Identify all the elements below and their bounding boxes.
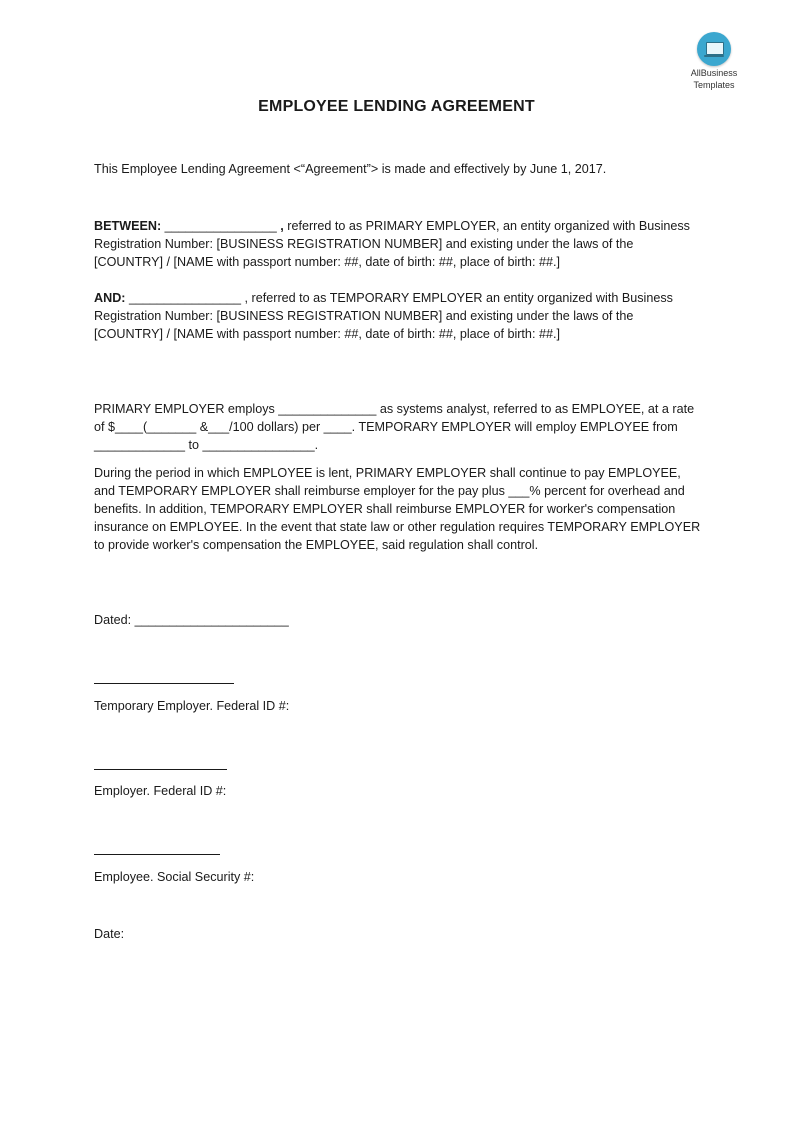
- between-comma: ,: [280, 219, 284, 233]
- and-label: AND:: [94, 291, 126, 305]
- temporary-employer-signature-line: [94, 683, 234, 684]
- between-clause: [94, 217, 704, 271]
- employer-signature-line: [94, 769, 227, 770]
- employee-label: Employee. Social Security #:: [94, 870, 255, 884]
- logo-text-line2: Templates: [693, 80, 735, 90]
- and-clause: [94, 289, 704, 343]
- and-text: ________________ , referred to as TEMPORARY EMPLOYER an entity organized with Business Registration Number: [BUSINESS REGISTRATION NUMBER] and existing under the laws of the [COUNTRY] / [NAME with passport number: ##, date of birth: ##, place of birth: ##.]: [94, 291, 673, 341]
- allbusiness-logo[interactable]: [684, 32, 744, 90]
- laptop-icon: [697, 32, 731, 66]
- employer-label: Employer. Federal ID #:: [94, 784, 227, 798]
- between-text: referred to as PRIMARY EMPLOYER, an entity organized with Business Registration Number: [BUSINESS REGISTRATION NUMBER] and existing under the laws of the [COUNTRY] / [NAME with passport number: ##, date of birth: ##, place of birth: ##.]: [94, 219, 690, 269]
- document-title: EMPLOYEE LENDING AGREEMENT: [258, 98, 535, 115]
- employment-paragraph: PRIMARY EMPLOYER employs ______________ as systems analyst, referred to as EMPLOYEE, at a rate of $____(_______ &___/100 dollars) per ____. TEMPORARY EMPLOYER will employ EMPLOYEE from _____________ to ________________.: [94, 402, 695, 452]
- between-label: BETWEEN:: [94, 219, 162, 233]
- dated-line: Dated: ______________________: [94, 613, 289, 627]
- date-label: Date:: [94, 927, 125, 941]
- logo-text-line1: AllBusiness: [690, 68, 738, 78]
- intro-paragraph: This Employee Lending Agreement <“Agreement”> is made and effectively by June 1, 2017.: [94, 162, 607, 176]
- temporary-employer-label: Temporary Employer. Federal ID #:: [94, 699, 290, 713]
- between-blank: ________________: [161, 219, 281, 233]
- reimbursement-paragraph: During the period in which EMPLOYEE is lent, PRIMARY EMPLOYER shall continue to pay EMPLOYEE, and TEMPORARY EMPLOYER shall reimburse employer for the pay plus ___% percent for overhead and benefits. In addition, TEMPORARY EMPLOYER shall reimburse EMPLOYER for worker's compensation insurance on EMPLOYEE. In the event that state law or other regulation requires TEMPORARY EMPLOYER to provide worker's compensation the EMPLOYEE, said regulation shall control.: [94, 466, 701, 552]
- employee-signature-line: [94, 854, 220, 855]
